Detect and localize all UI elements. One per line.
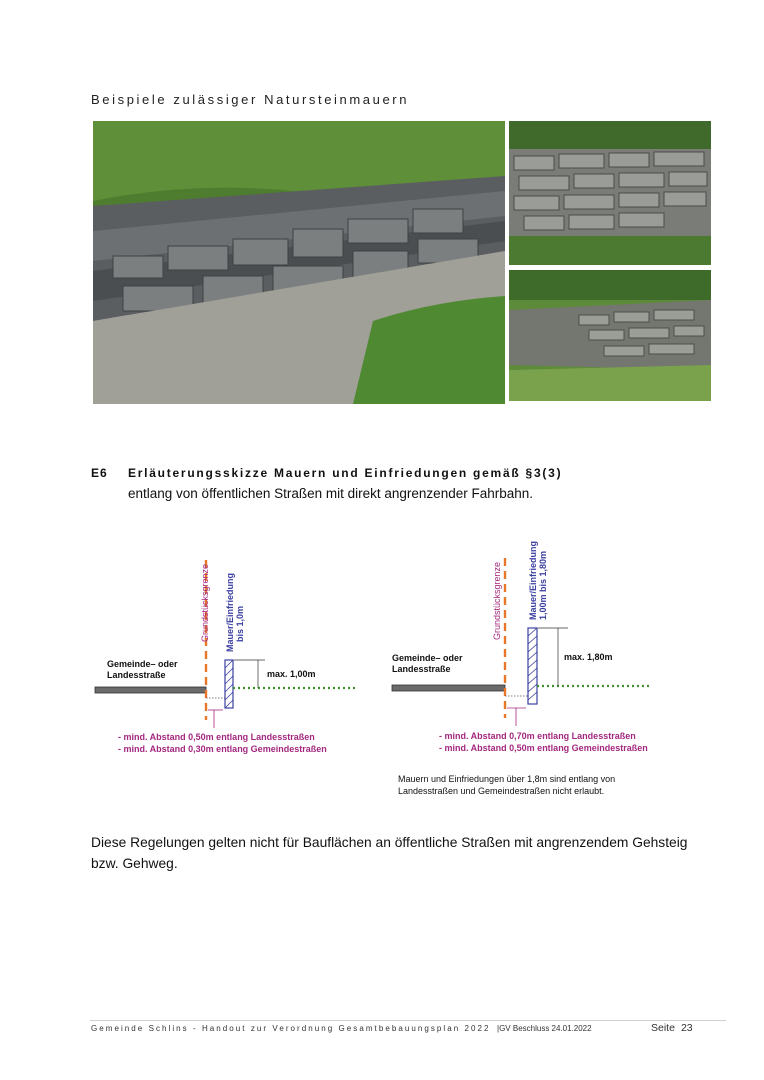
wall-label-left-1: Mauer/Einfriedung xyxy=(225,572,235,652)
wall-label-right-1: Mauer/Einfriedung xyxy=(528,540,538,620)
photo-stone-wall-large xyxy=(93,121,505,404)
note-left-2: - mind. Abstand 0,30m entlang Gemeindestraßen xyxy=(118,744,327,754)
photo-stone-wall-top-right xyxy=(509,121,711,265)
road-label-left-2: Landesstraße xyxy=(107,670,166,680)
remark-right-1: Mauern und Einfriedungen über 1,8m sind entlang von xyxy=(398,774,616,784)
note-left-1: - mind. Abstand 0,50m entlang Landesstraßen xyxy=(118,732,315,742)
section-subtitle: entlang von öffentlichen Straßen mit direkt angrenzender Fahrbahn. xyxy=(128,486,533,501)
section-title: Erläuterungsskizze Mauern und Einfriedungen gemäß §3(3) xyxy=(128,466,563,480)
boundary-label-left: Grundstücksgrenze xyxy=(200,563,210,642)
note-right-1: - mind. Abstand 0,70m entlang Landesstraßen xyxy=(439,731,636,741)
height-label-left: max. 1,00m xyxy=(267,669,316,679)
diagram-left xyxy=(95,560,355,754)
wall-label-right-2: 1,00m bis 1,80m xyxy=(538,550,548,620)
footer-text: Gemeinde Schlins - Handout zur Verordnung Gesamtbebauungsplan 2022 xyxy=(91,1024,491,1033)
page-label: Seite xyxy=(651,1022,675,1034)
photo-stone-wall-bottom-right xyxy=(509,270,711,401)
road-label-right-2: Landesstraße xyxy=(392,664,451,674)
note-right-2: - mind. Abstand 0,50m entlang Gemeindestraßen xyxy=(439,743,648,753)
wall-label-left-2: bis 1,0m xyxy=(235,605,245,642)
wall-right xyxy=(528,628,537,704)
wall-regulation-diagram xyxy=(90,520,710,810)
boundary-label-right: Grundstücksgrenze xyxy=(492,561,502,640)
diagram-right xyxy=(392,541,650,796)
photo-caption: Beispiele zulässiger Natursteinmauern xyxy=(91,92,410,107)
height-label-right: max. 1,80m xyxy=(564,652,613,662)
footer-resolution: |GV Beschluss 24.01.2022 xyxy=(497,1024,592,1033)
road-right xyxy=(392,685,505,691)
remark-right-2: Landesstraßen und Gemeindestraßen nicht erlaubt. xyxy=(398,786,605,796)
section-number: E6 xyxy=(91,466,108,480)
road-label-right-1: Gemeinde– oder xyxy=(392,653,463,663)
page-number xyxy=(651,1022,699,1034)
page-value: 23 xyxy=(680,1022,693,1034)
road-left xyxy=(95,687,206,693)
road-label-left-1: Gemeinde– oder xyxy=(107,659,178,669)
body-paragraph: Diese Regelungen gelten nicht für Bauflächen an öffentliche Straßen mit angrenzendem Gehsteig bzw. Gehweg. xyxy=(91,835,688,871)
footer-divider xyxy=(90,1020,726,1021)
